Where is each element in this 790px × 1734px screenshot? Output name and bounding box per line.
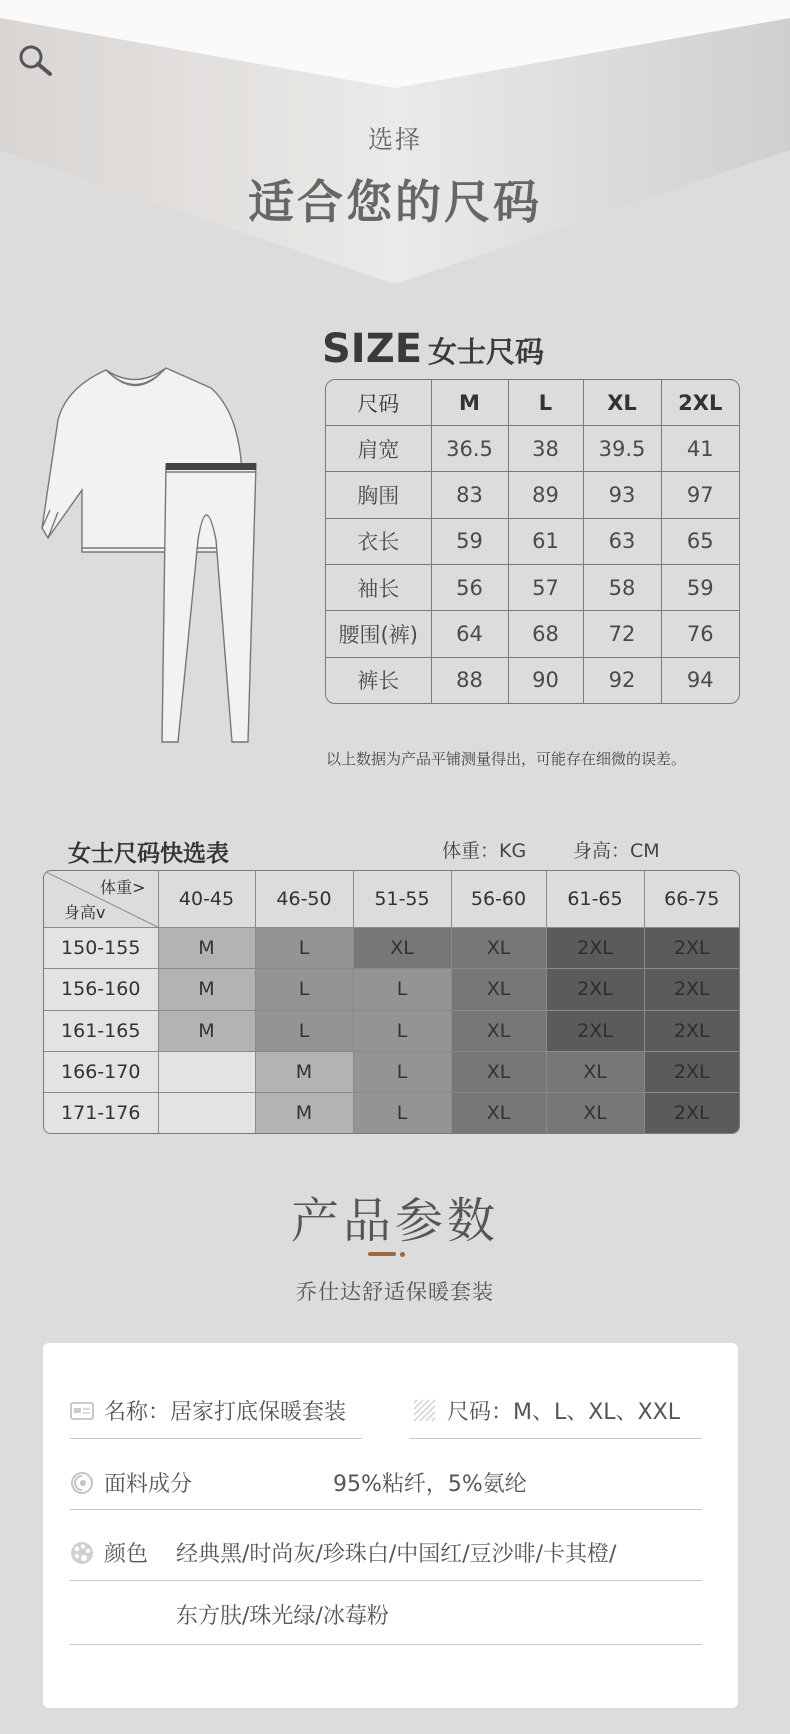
table-cell: 63 [583, 518, 661, 564]
size-cell [158, 1093, 255, 1133]
param-size [413, 1395, 680, 1426]
table-cell: 72 [583, 611, 661, 657]
weight-column-header: 61-65 [546, 871, 644, 928]
size-title-en: SIZE [322, 326, 423, 372]
table-row [326, 518, 739, 564]
size-cell: M [158, 928, 255, 969]
corner-weight-label: 体重> [100, 878, 146, 897]
size-cell: 2XL [644, 1010, 739, 1051]
row-label: 袖长 [326, 565, 431, 611]
table-row [326, 565, 739, 611]
weight-column-header: 66-75 [644, 871, 739, 928]
param-name-text: 名称：居家打底保暖套装 [104, 1400, 347, 1425]
table-cell: 94 [661, 657, 739, 703]
table-cell: 59 [661, 565, 739, 611]
color-label: 颜色 [104, 1542, 149, 1567]
size-cell: M [158, 1010, 255, 1051]
params-subtitle: 乔仕达舒适保暖套装 [296, 1280, 494, 1304]
table-cell: 92 [583, 657, 661, 703]
table-cell: 83 [431, 472, 508, 518]
size-cell: L [255, 1010, 353, 1051]
fabric-value: 95%粘纤，5%氨纶 [333, 1472, 527, 1497]
size-cell: XL [451, 928, 546, 969]
table-cell: 76 [661, 611, 739, 657]
table-row [44, 928, 739, 969]
row-label: 胸围 [326, 472, 431, 518]
card-icon [70, 1399, 94, 1423]
param-color [70, 1537, 148, 1568]
size-cell: L [255, 928, 353, 969]
table-cell: 64 [431, 611, 508, 657]
params-title: 产品参数 [290, 1193, 499, 1249]
table-cell: 65 [661, 518, 739, 564]
table-row [326, 657, 739, 703]
param-name [70, 1395, 346, 1426]
table-cell: 88 [431, 657, 508, 703]
size-cell: XL [451, 1051, 546, 1092]
size-chart-title [322, 326, 544, 372]
table-cell: 39.5 [583, 426, 661, 472]
height-row-label: 171-176 [44, 1093, 158, 1133]
row-label: 肩宽 [326, 426, 431, 472]
size-cell: XL [353, 928, 451, 969]
size-cell: L [353, 1010, 451, 1051]
size-cell: M [158, 969, 255, 1010]
size-cell: 2XL [546, 928, 644, 969]
weight-column-header: 56-60 [451, 871, 546, 928]
fabric-icon [70, 1471, 94, 1495]
size-cell: L [255, 969, 353, 1010]
size-table [325, 379, 740, 704]
table-row [44, 1051, 739, 1092]
table-cell: 89 [508, 472, 583, 518]
size-title-cn: 女士尺码 [428, 335, 545, 369]
size-cell: 2XL [644, 969, 739, 1010]
accent-dash [368, 1252, 396, 1256]
divider [70, 1509, 702, 1510]
row-label: 衣长 [326, 518, 431, 564]
quick-select-table [43, 870, 740, 1134]
table-cell: 41 [661, 426, 739, 472]
height-row-label: 166-170 [44, 1051, 158, 1092]
size-cell: XL [451, 969, 546, 1010]
column-header: 尺码 [326, 380, 431, 426]
table-cell: 61 [508, 518, 583, 564]
table-row [44, 1010, 739, 1051]
table-row [326, 611, 739, 657]
header-title: 适合您的尺码 [248, 175, 542, 229]
weight-column-header: 51-55 [353, 871, 451, 928]
table-cell: 59 [431, 518, 508, 564]
table-cell: 90 [508, 657, 583, 703]
size-cell: XL [451, 1093, 546, 1133]
table-cell: 38 [508, 426, 583, 472]
garment-illustration [36, 360, 292, 760]
size-cell: 2XL [546, 1010, 644, 1051]
size-cell: L [353, 1093, 451, 1133]
height-row-label: 161-165 [44, 1010, 158, 1051]
weight-unit-label: 体重：KG [442, 840, 527, 862]
divider [70, 1644, 702, 1645]
table-cell: 36.5 [431, 426, 508, 472]
row-label: 裤长 [326, 657, 431, 703]
height-row-label: 156-160 [44, 969, 158, 1010]
size-cell: 2XL [644, 1093, 739, 1133]
column-header: 2XL [661, 380, 739, 426]
size-cell: XL [546, 1051, 644, 1092]
param-fabric [70, 1467, 192, 1498]
row-label: 腰围(裤) [326, 611, 431, 657]
size-cell: XL [546, 1093, 644, 1133]
table-cell: 93 [583, 472, 661, 518]
weight-column-header: 46-50 [255, 871, 353, 928]
table-row [326, 472, 739, 518]
weight-column-header: 40-45 [158, 871, 255, 928]
color-values-line2: 东方肤/珠光绿/冰莓粉 [176, 1604, 389, 1629]
height-row-label: 150-155 [44, 928, 158, 969]
header-subtitle: 选择 [367, 125, 422, 154]
column-header: L [508, 380, 583, 426]
divider [409, 1438, 702, 1439]
table-cell: 57 [508, 565, 583, 611]
color-values-line1: 经典黑/时尚灰/珍珠白/中国红/豆沙啡/卡其橙/ [176, 1542, 617, 1567]
pattern-icon [413, 1399, 437, 1423]
params-card [43, 1343, 738, 1708]
quick-table-header [44, 871, 739, 928]
size-cell: 2XL [546, 969, 644, 1010]
fabric-label: 面料成分 [104, 1472, 193, 1497]
table-cell: 58 [583, 565, 661, 611]
accent-dot [400, 1252, 405, 1257]
measurement-note: 以上数据为产品平铺测量得出，可能存在细微的误差。 [326, 750, 687, 768]
divider [70, 1580, 702, 1581]
search-icon[interactable] [16, 42, 56, 82]
corner-height-label: 身高v [64, 903, 106, 922]
size-cell: M [255, 1093, 353, 1133]
corner-cell [44, 871, 158, 928]
table-row [44, 1093, 739, 1133]
size-cell: XL [451, 1010, 546, 1051]
param-size-text: 尺码：M、L、XL、XXL [447, 1400, 680, 1425]
table-cell: 56 [431, 565, 508, 611]
table-row [326, 426, 739, 472]
size-cell [158, 1051, 255, 1092]
table-cell: 97 [661, 472, 739, 518]
quick-select-title: 女士尺码快选表 [68, 841, 229, 867]
table-cell: 68 [508, 611, 583, 657]
size-cell: 2XL [644, 1051, 739, 1092]
size-cell: 2XL [644, 928, 739, 969]
size-cell: M [255, 1051, 353, 1092]
size-table-header [326, 380, 739, 426]
divider [70, 1438, 362, 1439]
size-cell: L [353, 1051, 451, 1092]
palette-icon [70, 1541, 94, 1565]
column-header: XL [583, 380, 661, 426]
size-cell: L [353, 969, 451, 1010]
height-unit-label: 身高：CM [573, 840, 660, 862]
table-row [44, 969, 739, 1010]
column-header: M [431, 380, 508, 426]
